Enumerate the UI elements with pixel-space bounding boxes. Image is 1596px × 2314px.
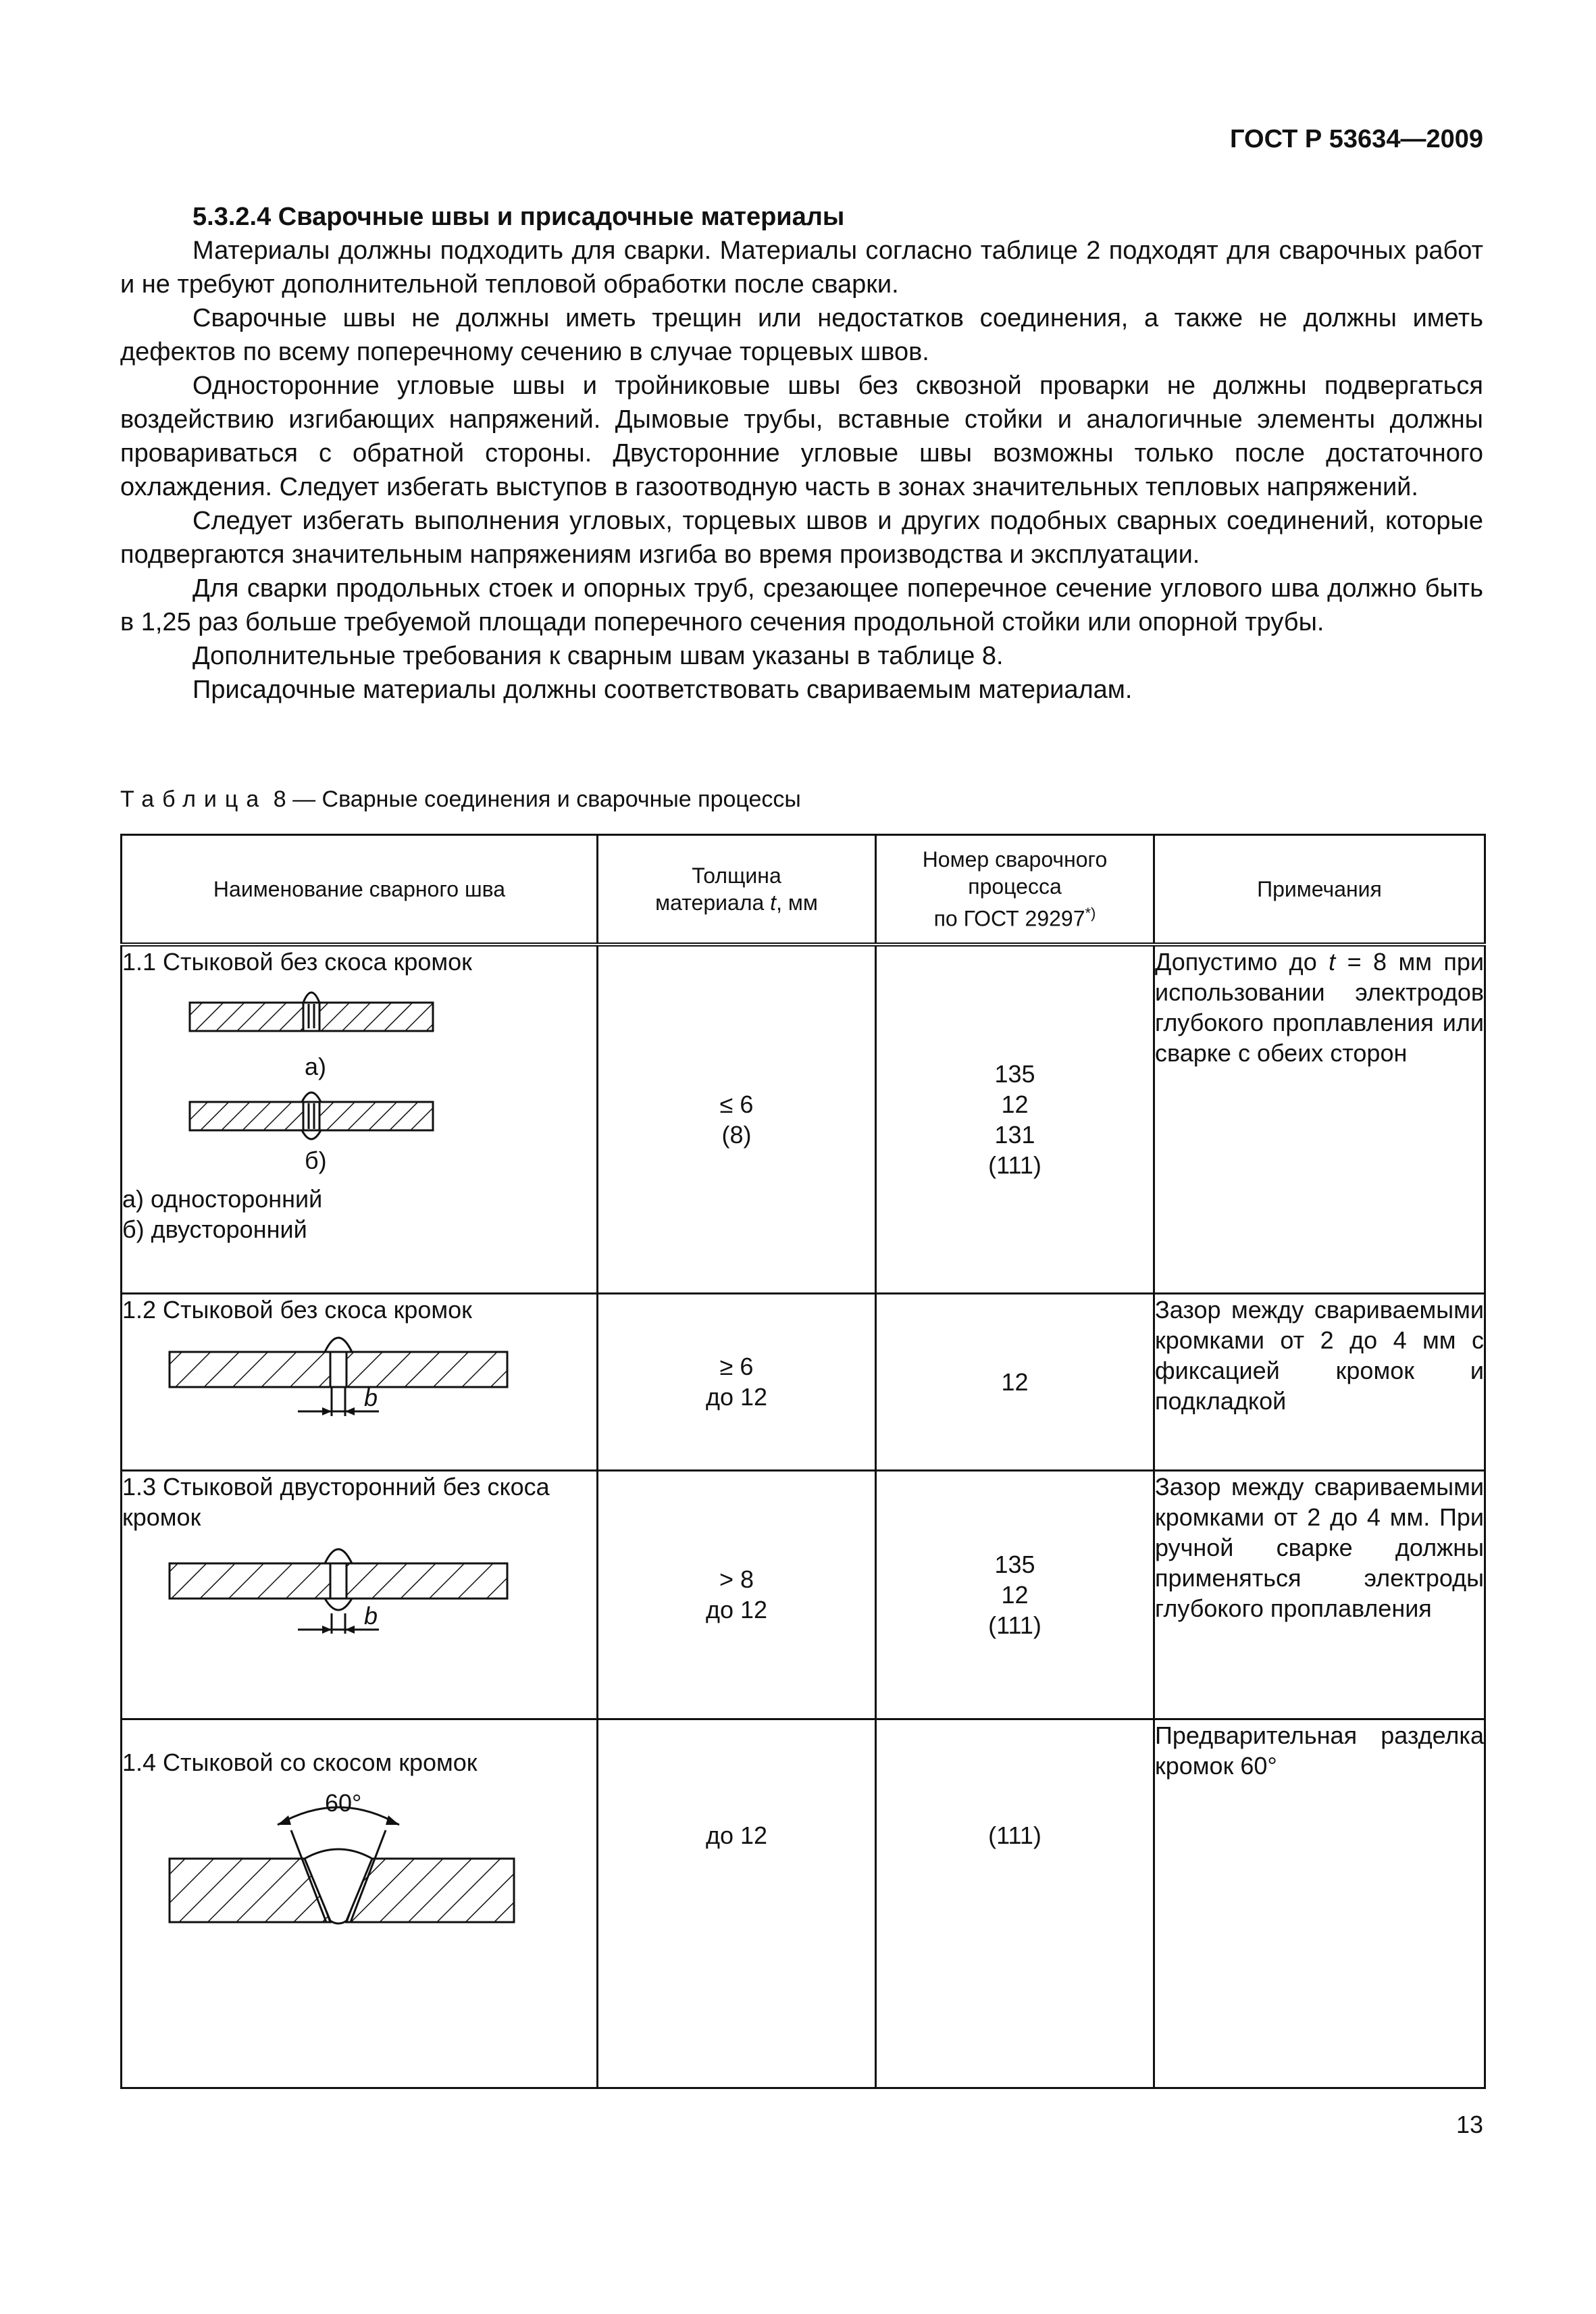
table-row <box>122 1719 1485 2088</box>
paragraph: Присадочные материалы должны соответствовать свариваемым материалам. <box>192 676 1133 704</box>
row-1-2-thickness: ≥ 6 до 12 <box>598 1293 876 1470</box>
paragraph: Односторонние угловые швы и тройниковые швы без сквозной проварки не должны подвергаться воздействию изгибающих напряжений. Дымовые трубы, вставные стойки и аналогичные элементы должны провариваться с обратной стороны. Двусторонние угловые швы возможны только после достаточного охлаждения. Следует избегать выступов в газоотводную часть в зонах значительных тепловых напряжений. <box>120 372 1483 501</box>
paragraph: Для сварки продольных стоек и опорных труб, срезающее поперечное сечение углового шва должно быть в 1,25 раз больше требуемой площади поперечного сечения продольной стойки или опорной трубы. <box>120 574 1483 636</box>
table-row <box>122 945 1485 1293</box>
section-title: 5.3.2.4 Сварочные швы и присадочные материалы <box>192 203 845 231</box>
row-1-3-note: Зазор между свариваемыми кромками от 2 до 4 мм. При ручной сварке должны применяться электроды глубокого проплавления <box>1154 1470 1485 1719</box>
row-1-2-note: Зазор между свариваемыми кромками от 2 до 4 мм с фиксацией кромок и подкладкой <box>1154 1293 1485 1470</box>
paragraph: Материалы должны подходить для сварки. Материалы согласно таблице 2 подходят для сварочных работ и не требуют дополнительной тепловой обработки после сварки. <box>120 236 1483 299</box>
weld-diagram-two-sided <box>122 1082 555 1149</box>
row-1-2-process: 12 <box>876 1293 1154 1470</box>
paragraph: Следует избегать выполнения угловых, торцевых швов и других подобных сварных соединений, которые подвергаются значительным напряжениям изгиба во время производства и эксплуатации. <box>120 507 1483 569</box>
document-code: ГОСТ Р 53634—2009 <box>1230 125 1483 153</box>
row-1-4-process: (111) <box>876 1719 1154 2088</box>
row-1-1-process: 135 12 131 (111) <box>876 945 1154 1293</box>
fig-label-b: б) <box>305 1147 327 1174</box>
table-caption-text: 8 — Сварные соединения и сварочные процессы <box>267 786 801 812</box>
gap-label: b <box>364 1383 378 1411</box>
weld-table <box>120 834 1486 2089</box>
header-notes: Примечания <box>1154 835 1485 945</box>
row-1-4-thickness: до 12 <box>598 1719 876 2088</box>
bevel-angle-label: 60° <box>325 1788 362 1817</box>
row-1-4-name: 1.4 Стыковой со скосом кромок 60° <box>122 1719 598 2088</box>
page-number: 13 <box>1456 2111 1483 2138</box>
fig-label-a: а) <box>305 1053 327 1080</box>
row-1-3-thickness: > 8 до 12 <box>598 1470 876 1719</box>
paragraph: Сварочные швы не должны иметь трещин или недостатков соединения, а также не должны иметь дефектов по всему поперечному сечению в случае торцевых швов. <box>120 304 1483 366</box>
header-thickness: Толщина материала t, мм <box>598 835 876 945</box>
row-1-2-name: 1.2 Стыковой без скоса кромок b <box>122 1293 598 1470</box>
weld-diagram-bevel <box>122 1778 555 1953</box>
header-name: Наименование сварного шва <box>122 835 598 945</box>
table-row <box>122 1470 1485 1719</box>
gap-label: b <box>364 1601 378 1630</box>
row-1-3-process: 135 12 (111) <box>876 1470 1154 1719</box>
table-caption <box>120 786 801 813</box>
table-row <box>122 1293 1485 1470</box>
row-1-4-note: Предварительная разделка кромок 60° <box>1154 1719 1485 2088</box>
header-process: Номер сварочного процесса по ГОСТ 29297*) <box>876 835 1154 945</box>
row-1-1-thickness: ≤ 6 (8) <box>598 945 876 1293</box>
weld-diagram-with-gap <box>122 1325 555 1426</box>
table-caption-lead: Таблица <box>120 786 267 812</box>
table-header-row <box>122 835 1485 945</box>
weld-diagram-one-sided <box>122 977 555 1058</box>
weld-diagram-double-sided-gap <box>122 1532 555 1640</box>
section-5-3-2-4 <box>120 200 1483 707</box>
row-1-3-name: 1.3 Стыковой двусторонний без скоса кромок b <box>122 1470 598 1719</box>
row-1-1-name: 1.1 Стыковой без скоса кромок а) б) а) односторонний б) двусторонний <box>122 945 598 1293</box>
row-1-1-note: Допустимо до t = 8 мм при использовании электродов глубокого проплавления или сварке с обеих сторон <box>1154 945 1485 1293</box>
paragraph: Дополнительные требования к сварным швам указаны в таблице 8. <box>192 642 1004 670</box>
